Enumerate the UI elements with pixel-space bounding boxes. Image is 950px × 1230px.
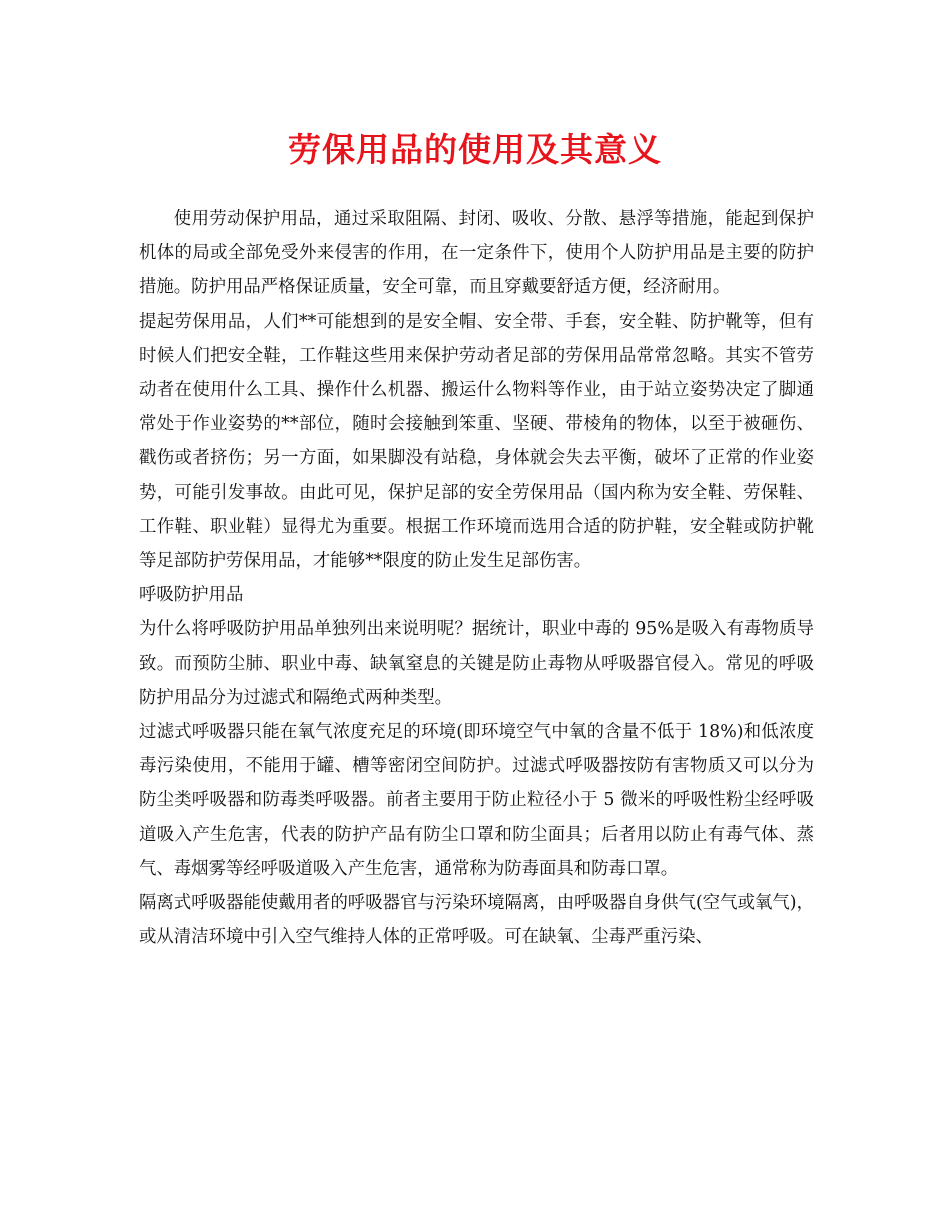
document-body [139,202,814,954]
section-heading: 呼吸防护用品 [139,585,244,606]
paragraph: 提起劳保用品，人们**可能想到的是安全帽、安全带、手套，安全鞋、防护靴等，但有时候人们把安全鞋，工作鞋这些用来保护劳动者足部的劳保用品常常忽略。其实不管劳动者在使用什么工具、操作什么机器、搬运什么物料等作业，由于站立姿势决定了脚通常处于作业姿势的**部位，随时会接触到笨重、坚硬、带棱角的物体，以至于被砸伤、戳伤或者挤伤；另一方面，如果脚没有站稳，身体就会失去平衡，破坏了正常的作业姿势，可能引发事故。由此可见，保护足部的安全劳保用品（国内称为安全鞋、劳保鞋、工作鞋、职业鞋）显得尤为重要。根据工作环境而选用合适的防护鞋，安全鞋或防护靴等足部防护劳保用品，才能够**限度的防止发生足部伤害。 [139,311,814,572]
paragraph: 隔离式呼吸器能使戴用者的呼吸器官与污染环境隔离，由呼吸器自身供气(空气或氧气)，或从清洁环境中引入空气维持人体的正常呼吸。可在缺氧、尘毒严重污染、 [139,893,814,948]
paragraph: 为什么将呼吸防护用品单独列出来说明呢？据统计，职业中毒的 95%是吸入有毒物质导致。而预防尘肺、职业中毒、缺氧窒息的关键是防止毒物从呼吸器官侵入。常见的呼吸防护用品分为过滤式和隔绝式两种类型。 [139,619,814,708]
document-title: 劳保用品的使用及其意义 [288,130,662,169]
paragraph: 过滤式呼吸器只能在氧气浓度充足的环境(即环境空气中氧的含量不低于 18%)和低浓度毒污染使用，不能用于罐、槽等密闭空间防护。过滤式呼吸器按防有害物质又可以分为防尘类呼吸器和防毒类呼吸器。前者主要用于防止粒径小于 5 微米的呼吸性粉尘经呼吸道吸入产生危害，代表的防护产品有防尘口罩和防尘面具；后者用以防止有毒气体、蒸气、毒烟雾等经呼吸道吸入产生危害，通常称为防毒面具和防毒口罩。 [139,722,814,879]
paragraph: 使用劳动保护用品，通过采取阻隔、封闭、吸收、分散、悬浮等措施，能起到保护机体的局或全部免受外来侵害的作用，在一定条件下，使用个人防护用品是主要的防护措施。防护用品严格保证质量，安全可靠，而且穿戴要舒适方便，经济耐用。 [139,209,814,298]
